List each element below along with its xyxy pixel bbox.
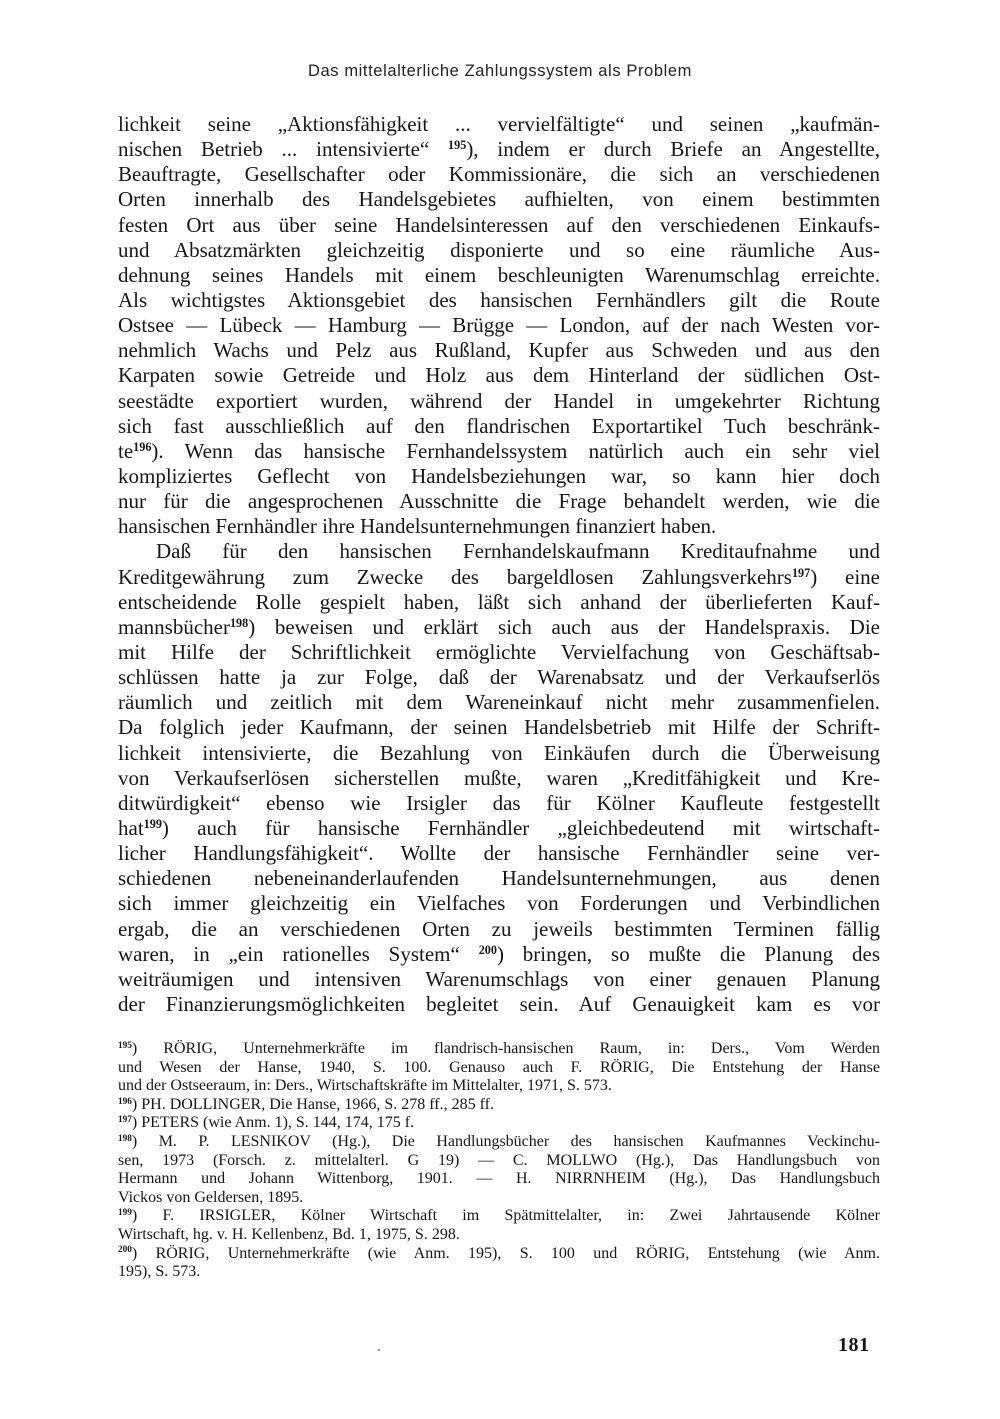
footnote-text: ) F. IRSIGLER, Kölner Wirtschaft im Spätmittelalter, in: Zwei Jahrtausende Kölner bbox=[131, 1207, 880, 1225]
footnote-ref: 198 bbox=[229, 616, 249, 631]
footnote-line: 195), S. 573. bbox=[118, 1263, 201, 1281]
body-line: von Verkaufserlösen sicherstellen mußte, waren „Kreditfähigkeit und Kre- bbox=[118, 765, 880, 790]
body-line-text: nischen Betrieb ... intensivierte“ bbox=[118, 137, 430, 162]
footnote-text: ) RÖRIG, Unternehmerkräfte (wie Anm. 195), S. 100 und RÖRIG, Entstehung (wie Anm. bbox=[131, 1244, 880, 1262]
body-line: Orten innerhalb des Handelsgebietes aufhielten, von einem bestimmten bbox=[118, 187, 880, 212]
body-line-text: Kreditgewährung zum Zwecke des bargeldlosen Zahlungsverkehrs bbox=[118, 564, 792, 589]
body-line: und Absatzmärkten gleichzeitig disponierte und so eine räumliche Aus- bbox=[118, 237, 880, 262]
footnote-ref: 196 bbox=[133, 440, 152, 455]
footnote-text: ) PETERS (wie Anm. 1), S. 144, 174, 175 f. bbox=[131, 1114, 415, 1132]
body-line: entscheidende Rolle gespielt haben, läßt sich anhand der überlieferten Kauf- bbox=[118, 589, 880, 614]
footnote-line bbox=[118, 1114, 880, 1133]
body-line: seestädte exportiert wurden, während der Handel in umgekehrter Richtung bbox=[118, 388, 880, 413]
body-line: Als wichtigstes Aktionsgebiet des hansischen Fernhändlers gilt die Route bbox=[118, 287, 880, 312]
footnote-line bbox=[118, 1207, 880, 1226]
footnote-line: sen, 1973 (Forsch. z. mittelalterl. G 19) — C. MOLLWO (Hg.), Das Handlungsbuch von bbox=[118, 1151, 880, 1169]
body-line: lichkeit seine „Aktionsfähigkeit ... vervielfältigte“ und seinen „kaufmän- bbox=[118, 112, 880, 136]
body-line: Daß für den hansischen Fernhandelskaufmann Kreditaufnahme und bbox=[156, 539, 880, 564]
footnote-marker: 197 bbox=[118, 1115, 132, 1126]
body-line: mit Hilfe der Schriftlichkeit ermöglichte Vervielfachung von Geschäftsab- bbox=[118, 639, 880, 664]
footnote-line bbox=[118, 1040, 880, 1059]
body-line: ditwürdigkeit“ ebenso wie Irsigler das für Kölner Kaufleute festgestellt bbox=[118, 790, 880, 815]
footnote-text: ) PH. DOLLINGER, Die Hanse, 1966, S. 278 ff., 285 ff. bbox=[131, 1095, 494, 1113]
body-line-text: ), indem er durch Briefe an Angestellte, bbox=[466, 137, 880, 162]
body-line-text: mannsbücher bbox=[118, 614, 230, 639]
footnote-marker: 196 bbox=[118, 1096, 132, 1107]
body-line: räumlich und zeitlich mit dem Wareneinkauf nicht mehr zusammenfielen. bbox=[118, 690, 880, 715]
body-line: festen Ort aus über seine Handelsinteressen auf den verschiedenen Einkaufs- bbox=[118, 212, 880, 237]
footnote-ref: 200 bbox=[478, 942, 497, 957]
body-line bbox=[118, 565, 880, 590]
body-line bbox=[118, 615, 880, 640]
body-line: weiträumigen und intensiven Warenumschlags von einer genauen Planung bbox=[118, 966, 880, 991]
body-line-text: waren, in „ein rationelles System“ bbox=[118, 941, 460, 966]
footnote-ref: 199 bbox=[143, 817, 162, 832]
body-line bbox=[118, 816, 880, 841]
footnote-ref: 195 bbox=[448, 138, 467, 153]
body-line: licher Handlungsfähigkeit“. Wollte der hansische Fernhändler seine ver- bbox=[118, 841, 880, 866]
body-line: Ostsee — Lübeck — Hamburg — Brügge — London, auf der nach Westen vor- bbox=[118, 313, 880, 338]
body-line: kompliziertes Geflecht von Handelsbeziehungen war, so kann hier doch bbox=[118, 463, 880, 488]
body-line: der Finanzierungsmöglichkeiten begleitet sein. Auf Genauigkeit kam es vor bbox=[118, 991, 880, 1016]
body-line: Beauftragte, Gesellschafter oder Kommissionäre, die sich an verschiedenen bbox=[118, 162, 880, 187]
body-line: lichkeit intensivierte, die Bezahlung von Einkäufen durch die Überweisung bbox=[118, 740, 880, 765]
footnote-line: Vickos von Geldersen, 1895. bbox=[118, 1188, 304, 1206]
body-line bbox=[118, 942, 880, 967]
body-line bbox=[118, 439, 880, 464]
body-line: hansischen Fernhändler ihre Handelsunternehmungen finanziert haben. bbox=[118, 514, 717, 539]
body-line-text: ) auch für hansische Fernhändler „gleichbedeutend mit wirtschaft- bbox=[161, 815, 880, 840]
footnote-line: und der Ostseeraum, in: Ders., Wirtschaftskräfte im Mittelalter, 1971, S. 573. bbox=[118, 1077, 612, 1095]
body-line: nehmlich Wachs und Pelz aus Rußland, Kupfer aus Schweden und aus den bbox=[118, 338, 880, 363]
body-line: dehnung seines Handels mit einem beschleunigten Warenumschlag erreichte. bbox=[118, 262, 880, 287]
body-line-text: ) bringen, so mußte die Planung des bbox=[496, 941, 880, 966]
body-line-text: ) eine bbox=[810, 564, 880, 589]
footnote-line bbox=[118, 1096, 880, 1115]
footnote-marker: 195 bbox=[118, 1040, 132, 1051]
footnote-line bbox=[118, 1245, 880, 1264]
footnote-line: und Wesen der Hanse, 1940, S. 100. Genauso auch F. RÖRIG, Die Entstehung der Hanse bbox=[118, 1058, 880, 1076]
footnote-line: Hermann und Johann Wittenborg, 1901. — H. NIRRNHEIM (Hg.), Das Handlungsbuch bbox=[118, 1170, 880, 1188]
stray-mark bbox=[378, 1349, 380, 1351]
footnote-text: ) M. P. LESNIKOV (Hg.), Die Handlungsbücher des hansischen Kaufmannes Veckinchu- bbox=[131, 1132, 880, 1150]
body-line-text: ) beweisen und erklärt sich auch aus der Handelspraxis. Die bbox=[248, 614, 880, 639]
footnote-marker: 198 bbox=[118, 1133, 132, 1144]
footnote-marker: 200 bbox=[118, 1245, 132, 1256]
body-line-text: te bbox=[118, 438, 134, 463]
body-line: schiedenen nebeneinanderlaufenden Handelsunternehmungen, aus denen bbox=[118, 866, 880, 891]
body-line: nur für die angesprochenen Ausschnitte die Frage behandelt werden, wie die bbox=[118, 489, 880, 514]
footnote-text: ) RÖRIG, Unternehmerkräfte im flandrisch-hansischen Raum, in: Ders., Vom Werden bbox=[131, 1040, 880, 1057]
body-line: schlüssen hatte ja zur Folge, daß der Warenabsatz und der Verkaufserlös bbox=[118, 665, 880, 690]
body-line bbox=[118, 137, 880, 162]
body-line-text: ). Wenn das hansische Fernhandelssystem natürlich auch ein sehr viel bbox=[151, 438, 880, 463]
footnote-line: Wirtschaft, hg. v. H. Kellenbenz, Bd. 1, 1975, S. 298. bbox=[118, 1225, 460, 1243]
footnotes bbox=[118, 1040, 880, 1282]
footnote-line bbox=[118, 1133, 880, 1152]
body-line: sich fast ausschließlich auf den flandrischen Exportartikel Tuch beschränk- bbox=[118, 413, 880, 438]
running-header: Das mittelalterliche Zahlungssystem als Problem bbox=[308, 62, 692, 80]
body-line-text: hat bbox=[118, 815, 144, 840]
page-number: 181 bbox=[838, 1334, 870, 1356]
body-line: Da folglich jeder Kaufmann, der seinen Handelsbetrieb mit Hilfe der Schrift- bbox=[118, 715, 880, 740]
footnote-ref: 197 bbox=[791, 565, 811, 580]
footnote-marker: 199 bbox=[118, 1208, 132, 1219]
body-text bbox=[118, 112, 880, 1017]
body-line: ergab, die an verschiedenen Orten zu jeweils bestimmten Terminen fällig bbox=[118, 916, 880, 941]
body-line: sich immer gleichzeitig ein Vielfaches von Forderungen und Verbindlichen bbox=[118, 891, 880, 916]
body-line: Karpaten sowie Getreide und Holz aus dem Hinterland der südlichen Ost- bbox=[118, 363, 880, 388]
